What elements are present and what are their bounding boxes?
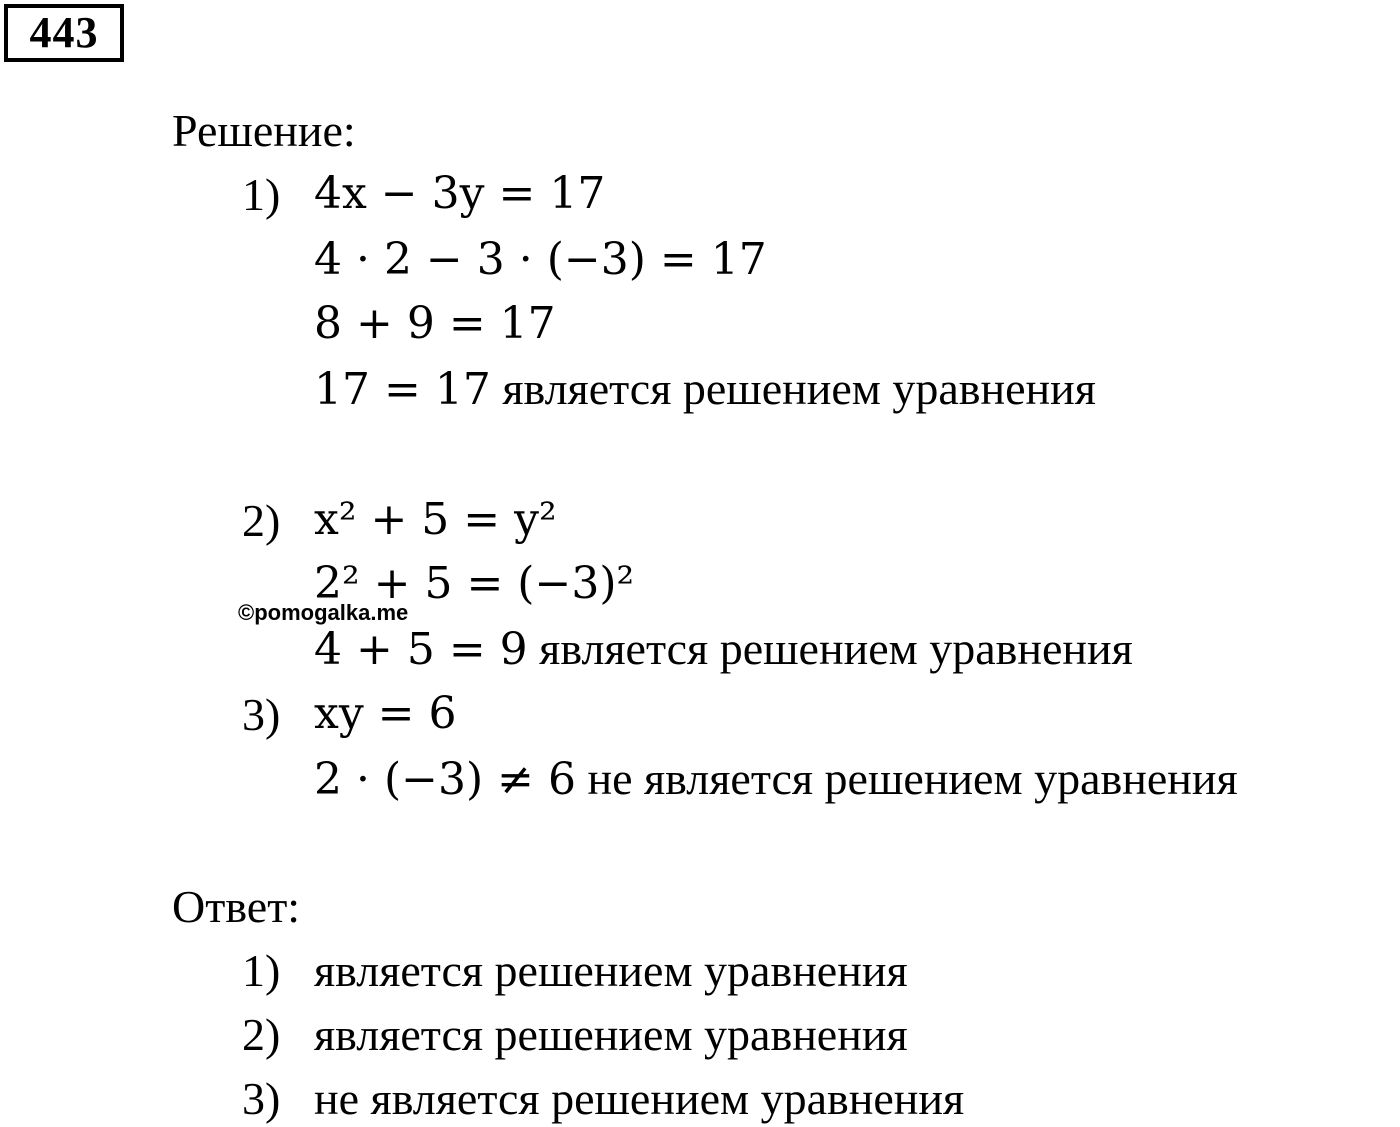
answer-3-number: 3) bbox=[242, 1073, 281, 1124]
problem-number-box bbox=[4, 4, 124, 62]
part-1-equation bbox=[314, 168, 606, 219]
equation-math: x² + 5 = y² bbox=[314, 494, 557, 545]
conclusion-text: является решением уравнения bbox=[502, 363, 1096, 414]
part-1-number: 1) bbox=[242, 169, 281, 220]
part-2-number: 2) bbox=[242, 495, 281, 546]
part-3-conclusion bbox=[314, 753, 1238, 805]
answer-2-number: 2) bbox=[242, 1009, 281, 1060]
conclusion-text: является решением уравнения bbox=[539, 623, 1133, 674]
answer-heading: Ответ: bbox=[172, 881, 301, 932]
equation-math: 17 = 17 bbox=[314, 364, 491, 415]
problem-number: 443 bbox=[29, 8, 99, 57]
answer-3-text: не является решением уравнения bbox=[314, 1073, 965, 1124]
answer-1-text: является решением уравнения bbox=[314, 945, 908, 996]
equation-math: 2² + 5 = (−3)² bbox=[314, 558, 635, 609]
part-2-equation bbox=[314, 494, 557, 545]
part-1-substitution bbox=[314, 234, 767, 285]
equation-math: xy = 6 bbox=[314, 688, 457, 739]
answer-1-number: 1) bbox=[242, 945, 281, 996]
equation-math: 4 · 2 − 3 · (−3) = 17 bbox=[314, 234, 767, 285]
equation-math: 4x − 3y = 17 bbox=[314, 168, 606, 219]
equation-math: 4 + 5 = 9 bbox=[314, 624, 528, 675]
part-1-conclusion bbox=[314, 363, 1096, 415]
part-3-equation bbox=[314, 688, 457, 739]
watermark: ©pomogalka.me bbox=[238, 600, 409, 625]
equation-math: 8 + 9 = 17 bbox=[314, 298, 556, 349]
solution-heading: Решение: bbox=[172, 105, 356, 156]
part-3-number: 3) bbox=[242, 689, 281, 740]
part-2-conclusion bbox=[314, 623, 1133, 675]
conclusion-text: не является решением уравнения bbox=[587, 753, 1238, 804]
part-1-simplify bbox=[314, 298, 556, 349]
equation-math: 2 · (−3) ≠ 6 bbox=[314, 754, 576, 805]
answer-2-text: является решением уравнения bbox=[314, 1009, 908, 1060]
